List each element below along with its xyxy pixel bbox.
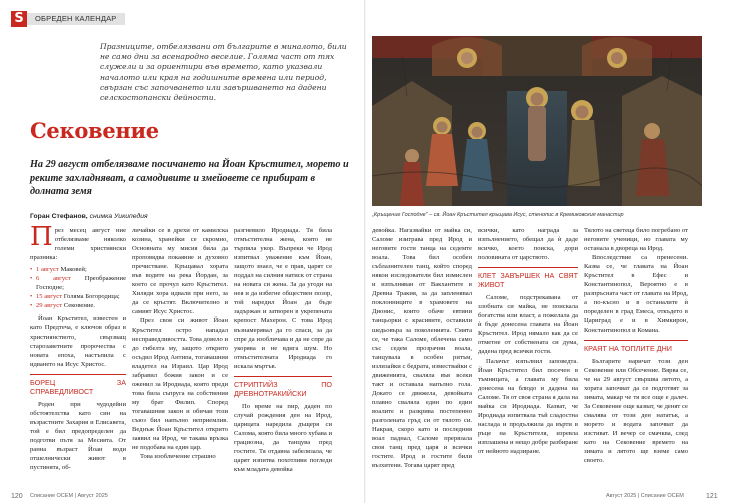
dropcap: П	[30, 226, 53, 252]
footer-left: Списание ОСЕМ | Август 2025	[30, 493, 108, 499]
paragraph: Роден при чудодейни обстоятелства като син на възрастните Захария и Елисавета, той е бил предопределен да подготви пътя за Месията. От ранна възраст Йоан води отшелнически живот в пустинята, об-	[30, 400, 126, 472]
intro-paragraph: Празниците, отбелязвани от българите в миналото, били не само дни за всенародно веселие. Голяма част от тях служели и за ориентири във времето, като указвали началото или края на годишните времена или период, свързан със започването или завършването на дадени селскостопански дейности.	[100, 42, 347, 103]
footer-right: Август 2025 | Списание ОСЕМ	[606, 493, 684, 499]
paragraph: Впоследствие са пренесени. Казва се, че главата на Йоан Кръстител в Ефес и Константинопол, Вероятно е в разпръсната част от главата на Ирод, а по-късно и в останалите ѝ поределен в град Емеса, откъдето в Цариград е и в Химкирон, Константинопол и Комана.	[584, 254, 688, 334]
text-column-3	[234, 226, 332, 488]
text-column-5	[478, 226, 578, 488]
text-column-4	[372, 226, 472, 488]
list-item: • 29 август Сековение.	[30, 301, 126, 310]
section-heading: КЛЕТ ЗАВЪРШЕК НА СВЯТ ЖИВОТ	[478, 267, 578, 289]
paragraph: Тялото на светеца било погребано от неговите ученици, но главата му останала в двореца на Ирод.	[584, 227, 688, 253]
lead-text: рез месец август ние отбелязваме няколко големи християнски празника:	[30, 227, 126, 262]
text-column-2	[132, 226, 228, 488]
paragraph: разгневило Иродиада. Тя била отмъстителна жена, която не търпяла укор. Въпреки че Ирод изпитвал уважение към Йоан, защото знаел, че е прав, царят се поддал на силния натиск от страна на новата си жена. За да угоди на нея и да избегне обществен позор, той наредил Йоан да бъде задържан и затворен в укрепената крепост Махерон. С това Ирод възнамерявал да го спаси, за да спре да изобличава и да не спре да укорява и не вдига шум. Но отмъстителната Иродиада го искала мъртъв.	[234, 227, 332, 370]
paragraph: Йоан Кръстител, известен и като Предтеча, е ключов образ в християнството, свързващ старозаветните пророчества с новата епоха, настъпила с идването на Исус Христос.	[30, 315, 126, 368]
section-heading: БОРЕЦ ЗА СПРАВЕДЛИВОСТ	[30, 374, 126, 396]
list-item: • 6 август Преображение Господне;	[30, 274, 126, 292]
section-heading: КРАЯТ НА ТОПЛИТЕ ДНИ	[584, 340, 688, 353]
page-number-right: 121	[706, 493, 718, 500]
article-subtitle: На 29 август отбелязваме посичането на Йоан Кръстител, морето и реките захладняват, а самодивите и змейовете се прибират в долната земя	[30, 159, 349, 197]
paragraph: Палачът изпълнил заповедта. Йоан Кръстител бил посечен в тъмницата, а главата му била донесена на блюдо и дадена на Саломе. Тя от своя страна я дала на майка си Иродиада. Казват, че Иродиада изпитвала тъй сладостна наслада и продължила да върти в ръце на Кръстителя, изревла изплашена и нещо добре разбиране от нейното надзиране.	[478, 357, 578, 455]
paragraph: личайки се в дрехи от камилска козина, хранейки се скромно, Основната му мисия била да проповядва покаяние и духовно пречистване. Кръщавал хората във водите на река Йордан, за което се прочул като Кръстител. Хиляди хора идвали при него, за да се кръстят. Включително и самият Исус Христос.	[132, 227, 228, 316]
list-item: • 15 август Голяма Богородица;	[30, 292, 126, 301]
holiday-list	[30, 265, 126, 310]
list-item: • 1 август Маковей;	[30, 265, 126, 274]
text-column-1	[30, 226, 126, 488]
byline	[30, 213, 148, 220]
section-heading: СТРИПТИЙЗ ПО ДРЕВНОТРАКИЙСКИ	[234, 376, 332, 398]
byline-photo: снимка Уикипедия	[89, 213, 148, 220]
image-caption: „Кръщение Господне" – св. Йоан Кръстител кръщава Исус, стенопис в Кремиковския манастир	[372, 212, 624, 218]
page-number-left: 120	[11, 493, 23, 500]
paragraph: девойка. Нагазвайки от майка си, Саломе изиграва пред Ирод и неговите гости танца на седемте воала. Това бил особен съблазнителен танц, който според някои изследователи бил измислен и изпълняван от Вакхантите в Древна Тракия, за да запленявал поклонниците в храмовете на Дионис, които обаче евтини танцьорки с красивите, оставили шедьовъра за поколенията. Смята се, че така Саломе, облечена само със седем прозрачни воала, танцувала в особен ритъм, излизайки с бедрата, измествайки с движенията, сваляла във всеки такт и оставала напълно гола. Докато се движела, девойката плавно сваляла един по един воалите и разкрива постепенно разголената гръд си от тялото си. Накрая, скоро като и последния воал паднал, Саломе прерязала своя танц пред царя и всички гостите. Ирод и гостите били възхитени. Тогава царят пред	[372, 227, 472, 470]
byline-author: Горан Стефанов,	[30, 213, 88, 220]
magazine-logo: S	[11, 11, 27, 27]
article-title: Сековение	[30, 118, 159, 143]
page-gutter	[364, 0, 366, 503]
paragraph: всички, като награда за изпълнението, обещал да ѝ даде всичко, което поиска, дори половината от царството.	[478, 227, 578, 262]
text-column-6	[584, 226, 688, 488]
fresco-image	[372, 36, 702, 206]
section-label: ОБРЕДЕН КАЛЕНДАР	[27, 13, 125, 25]
paragraph: Това изобличение страшно	[140, 453, 216, 461]
paragraph: През своя си живот Йоан Кръстител остро нападал несправедливостта. Това довело и до гибелта му, защото открито осъдил Ирод Антипа, тогавашния владетел на Израил. Цар Ирод забравил божия закон и се оженил за Иродиада, която преди това била съпруга на собствения му брат Филип. Според тогавашния закон и обичаи този съюз бил напълно неприемлив. Веднъж Йоан Кръстител открито заявил на Ирод, че такава връзка не подобава на един цар.	[132, 317, 228, 452]
paragraph: Българите наричат този ден Сековение или Обсечение. Вярва се, че на 29 август свършва лятото, а хората започват да се подготвят за зимата, макар че тя все още е далеч. За Сековение още казват, че денят се смалява от този ден нататък, а морето и водата започват да изстиват. И вечер се смачква, след като на Сековение времето на зимата и лятото ще вземе само своето.	[584, 357, 688, 465]
paragraph: Саломе, подстрекавана от злобната си майка, не поискала богатства или власт, а пожелала да ѝ бъде донесена главата на Йоан Кръстител. Ирод нямало как да се отметне от собствената си дума, дадена пред всички гости.	[478, 294, 578, 356]
paragraph: По време на пир, даден по случай рождения ден на Ирод, царицата наредила дъщеря си Салома, която била много хубава и грациозна, да танцува пред гостите. Тя отдавна забелязала, че царят изпитва похотливи погледи към младата девойка	[234, 402, 332, 474]
